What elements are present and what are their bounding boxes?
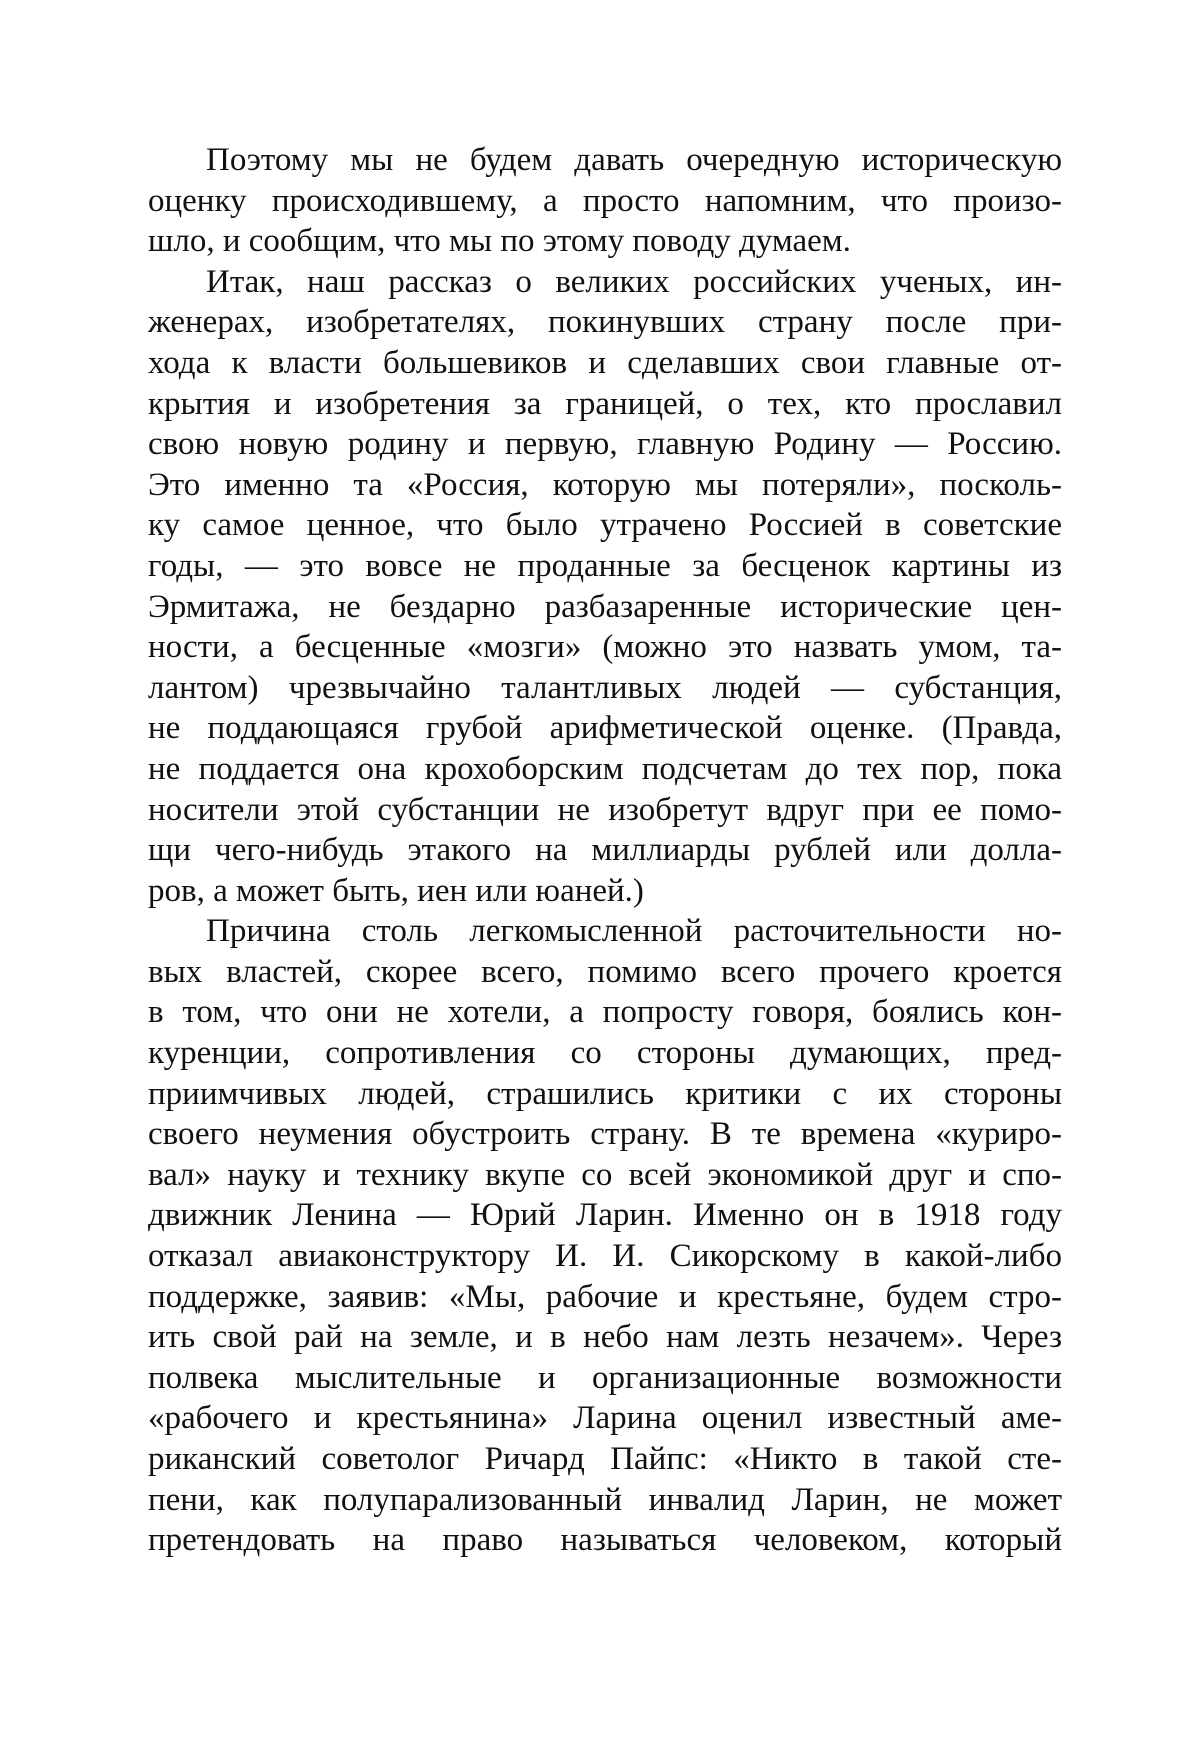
text-line: в том, что они не хотели, а попросту говоря, боялись кон- (148, 994, 1062, 1031)
text-line: Поэтому мы не будем давать очередную историческую (206, 142, 1062, 178)
text-line: женерах, изобретателях, покинувших страну после при- (148, 304, 1062, 341)
text-line: ров, а может быть, иен или юаней.) (148, 872, 644, 909)
text-line: пени, как полупарализованный инвалид Ларин, не может (148, 1481, 1062, 1518)
text-line: своего неумения обустроить страну. В те времена «куриро- (148, 1116, 1062, 1153)
text-line: полвека мыслительные и организационные возможности (148, 1359, 1062, 1396)
text-line: хода к власти большевиков и сделавших свои главные от- (148, 344, 1062, 381)
text-line: «рабочего и крестьянина» Ларина оценил известный аме- (148, 1400, 1062, 1437)
text-line: не поддается она крохоборским подсчетам до тех пор, пока (148, 750, 1062, 787)
text-line: риканский советолог Ричард Пайпс: «Никто в такой сте- (148, 1441, 1062, 1477)
text-line: ить свой рай на земле, и в небо нам лезть незачем». Через (148, 1319, 1062, 1356)
text-line: свою новую родину и первую, главную Родину — Россию. (148, 426, 1062, 463)
text-line: Эрмитажа, не бездарно разбазаренные исторические цен- (148, 588, 1062, 625)
text-line: ности, а бесценные «мозги» (можно это назвать умом, та- (148, 629, 1062, 666)
paragraph (148, 262, 1062, 912)
text-line: Итак, наш рассказ о великих российских ученых, ин- (206, 263, 1062, 300)
book-page-text (148, 140, 1062, 1561)
text-line: поддержке, заявив: «Мы, рабочие и крестьяне, будем стро- (148, 1278, 1062, 1315)
text-line: вых властей, скорее всего, помимо всего прочего кроется (148, 953, 1062, 990)
text-line: не поддающаяся грубой арифметической оценке. (Правда, (148, 710, 1062, 747)
text-line: крытия и изобретения за границей, о тех, кто прославил (148, 385, 1062, 422)
text-line: Это именно та «Россия, которую мы потеряли», посколь- (148, 466, 1062, 503)
text-line: отказал авиаконструктору И. И. Сикорскому в какой-либо (148, 1238, 1062, 1275)
text-line: движник Ленина — Юрий Ларин. Именно он в 1918 году (148, 1197, 1062, 1234)
text-line: лантом) чрезвычайно талантливых людей — субстанция, (148, 669, 1062, 706)
text-line: куренции, сопротивления со стороны думающих, пред- (148, 1035, 1062, 1072)
text-line: годы, — это вовсе не проданные за бесценок картины из (148, 547, 1062, 584)
text-line: претендовать на право называться человеком, который (148, 1522, 1062, 1559)
text-line: ку самое ценное, что было утрачено Россией в советские (148, 507, 1062, 544)
text-line: вал» науку и технику вкупе со всей экономикой друг и спо- (148, 1156, 1062, 1193)
text-line: щи чего-нибудь этакого на миллиарды рублей или долла- (148, 832, 1062, 869)
text-line: шло, и сообщим, что мы по этому поводу думаем. (148, 223, 851, 260)
paragraph (148, 911, 1062, 1561)
paragraph (148, 140, 1062, 262)
text-line: Причина столь легкомысленной расточительности но- (206, 913, 1062, 950)
text-line: оценку происходившему, а просто напомним, что произо- (148, 182, 1062, 219)
text-line: носители этой субстанции не изобретут вдруг при ее помо- (148, 791, 1062, 828)
text-line: приимчивых людей, страшились критики с их стороны (148, 1075, 1062, 1112)
